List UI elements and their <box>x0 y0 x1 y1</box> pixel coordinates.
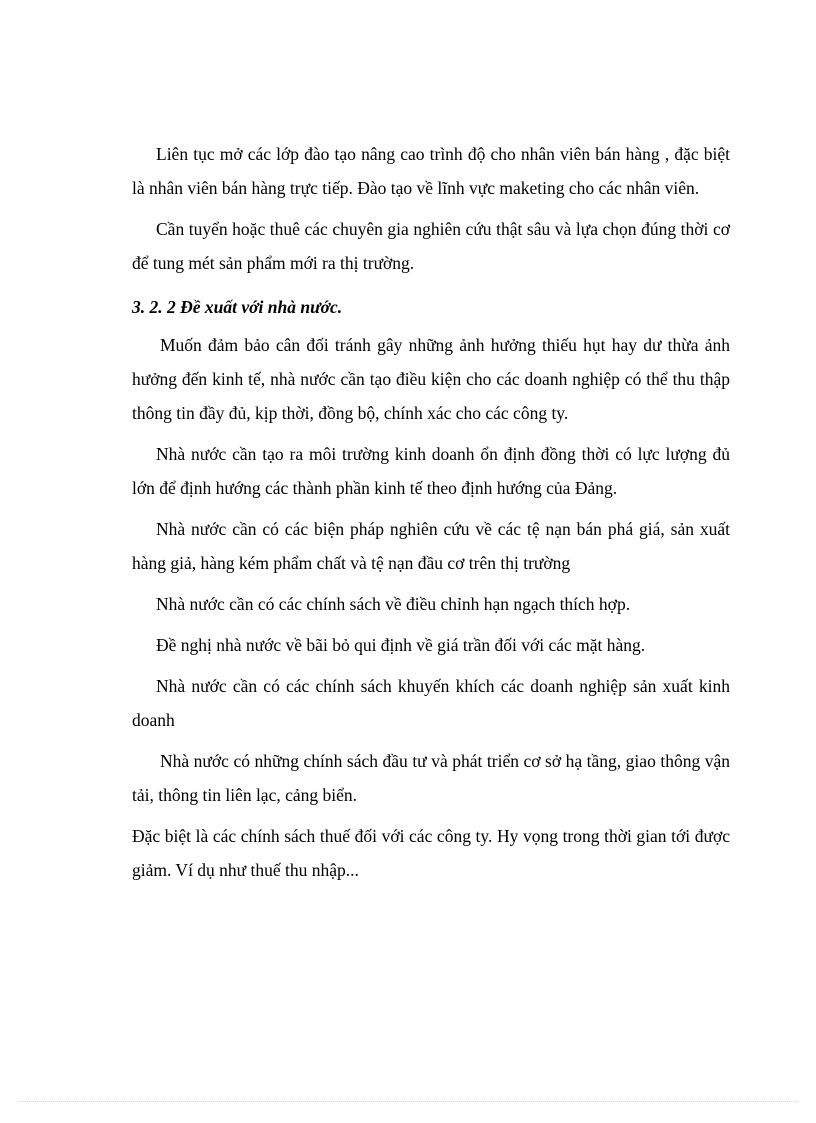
section-heading: 3. 2. 2 Đề xuất với nhà nước. <box>132 297 343 317</box>
paragraph-experts: Cần tuyển hoặc thuê các chuyên gia nghiên cứu thật sâu và lựa chọn đúng thời cơ để tung mét sản phẩm mới ra thị trường. <box>132 219 730 273</box>
paragraph-quota: Nhà nước cần có các chính sách về điều chỉnh hạn ngạch thích hợp. <box>156 594 631 614</box>
paragraph-dumping: Nhà nước cần có các biện pháp nghiên cứu về các tệ nạn bán phá giá, sản xuất hàng giả, hàng kém phẩm chất và tệ nạn đầu cơ trên thị trường <box>132 519 730 573</box>
paragraph-environment: Nhà nước cần tạo ra môi trường kinh doanh ổn định đồng thời có lực lượng đủ lớn để định hướng các thành phần kinh tế theo định hướng của Đảng. <box>132 444 730 498</box>
paragraph-training: Liên tục mở các lớp đào tạo nâng cao trình độ cho nhân viên bán hàng , đặc biệt là nhân viên bán hàng trực tiếp. Đào tạo về lĩnh vực maketing cho các nhân viên. <box>132 144 730 198</box>
paragraph-information: Muốn đảm bảo cân đối tránh gây những ảnh hưởng thiếu hụt hay dư thừa ảnh hưởng đến kinh tế, nhà nước cần tạo điều kiện cho các doanh nghiệp có thể thu thập thông tin đầy đủ, kịp thời, đồng bộ, chính xác cho các công ty. <box>132 335 730 423</box>
document-body <box>132 137 730 894</box>
paragraph-tax: Đặc biệt là các chính sách thuế đối với các công ty. Hy vọng trong thời gian tới được giảm. Ví dụ như thuế thu nhập... <box>132 826 730 880</box>
paragraph-encouragement: Nhà nước cần có các chính sách khuyến khích các doanh nghiệp sản xuất kinh doanh <box>132 676 730 730</box>
page-bottom-divider <box>18 1101 798 1102</box>
paragraph-infrastructure: Nhà nước có những chính sách đầu tư và phát triển cơ sở hạ tầng, giao thông vận tải, thông tin liên lạc, cảng biển. <box>132 751 730 805</box>
paragraph-price-ceiling: Đề nghị nhà nước về bãi bỏ qui định về giá trần đối với các mặt hàng. <box>156 635 646 655</box>
